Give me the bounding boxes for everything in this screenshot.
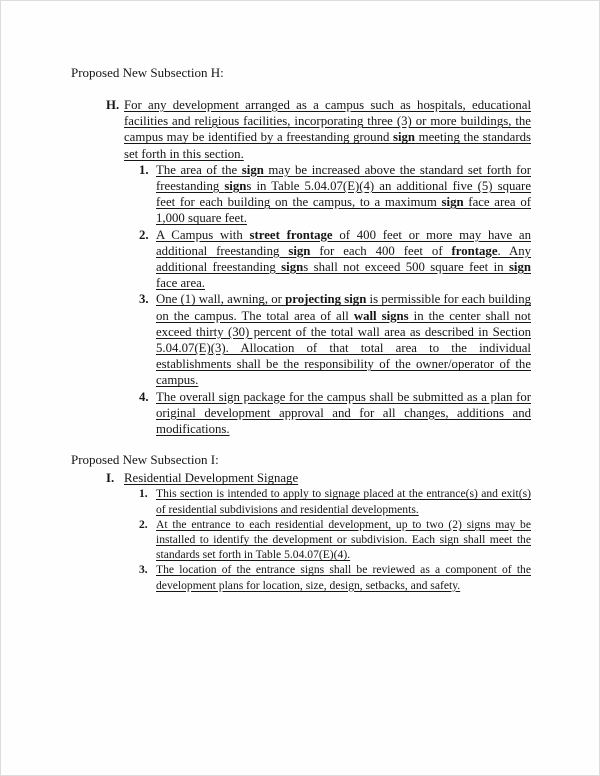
list-item-i-2-number: 2. <box>139 517 148 531</box>
list-item-h-3-number: 3. <box>139 292 149 307</box>
list-item-i-3-text: The location of the entrance signs shall be reviewed as a component of the development plans for location, size, design, setbacks, and safety. <box>156 563 531 592</box>
subsection-h-paragraph <box>106 97 531 162</box>
subsection-h-label: H. <box>106 98 120 112</box>
list-item-h-1-number: 1. <box>139 162 149 177</box>
list-item-i-1-text: This section is intended to apply to signage placed at the entrance(s) and exit(s) of residential subdivisions and residential developments. <box>156 487 531 516</box>
subsection-i-title-row <box>106 470 531 486</box>
list-item-h-3-text: One (1) wall, awning, or projecting sign is permissible for each building on the campus. The total area of all wall signs in the center shall not exceed thirty (30) percent of the total wall area as described in Section 5.04.07(E)(3). Allocation of that total area to the individual establishments shall be the responsibility of the owner/operator of the campus. <box>156 292 531 388</box>
list-item-i-2-text: At the entrance to each residential development, up to two (2) signs may be installed to identify the development or subdivision. Each sign shall meet the standards set forth in Table 5.04.07(E)(4). <box>156 517 531 562</box>
list-item-h-3 <box>139 291 531 388</box>
list-item-i-3-number: 3. <box>139 563 148 577</box>
heading-subsection-h: Proposed New Subsection H: <box>71 65 224 80</box>
subsection-h-text: For any development arranged as a campus such as hospitals, educational facilities and religious facilities, incorporating three (3) or more buildings, the campus may be identified by a freestanding ground sign meeting the standards set forth in this section. <box>124 98 531 161</box>
list-item-i-2 <box>139 517 531 563</box>
list-item-i-1 <box>139 486 531 516</box>
subsection-i-title: Residential Development Signage <box>124 471 299 486</box>
list-item-i-1-number: 1. <box>139 487 148 501</box>
list-item-h-4-number: 4. <box>139 389 149 404</box>
list-item-h-4 <box>139 389 531 438</box>
subsection-i-label: I. <box>106 471 115 486</box>
list-item-h-1 <box>139 162 531 227</box>
list-item-h-2-text: A Campus with street frontage of 400 feet or more may have an additional freestanding sign for each 400 feet of frontage. Any additional freestanding signs shall not exceed 500 square feet in sign face area. <box>156 227 532 291</box>
list-item-i-3 <box>139 562 531 592</box>
heading-subsection-i: Proposed New Subsection I: <box>71 452 219 468</box>
list-item-h-2-number: 2. <box>139 227 149 242</box>
list-item-h-1-text: The area of the sign may be increased above the standard set forth for freestanding signs in Table 5.04.07(E)(4) an additional five (5) square feet for each building on the campus, to a maximum sign face area of 1,000 square feet. <box>156 162 532 226</box>
list-item-h-2 <box>139 227 531 292</box>
list-item-h-4-text: The overall sign package for the campus shall be submitted as a plan for original development approval and for all changes, additions and modifications. <box>156 389 531 437</box>
